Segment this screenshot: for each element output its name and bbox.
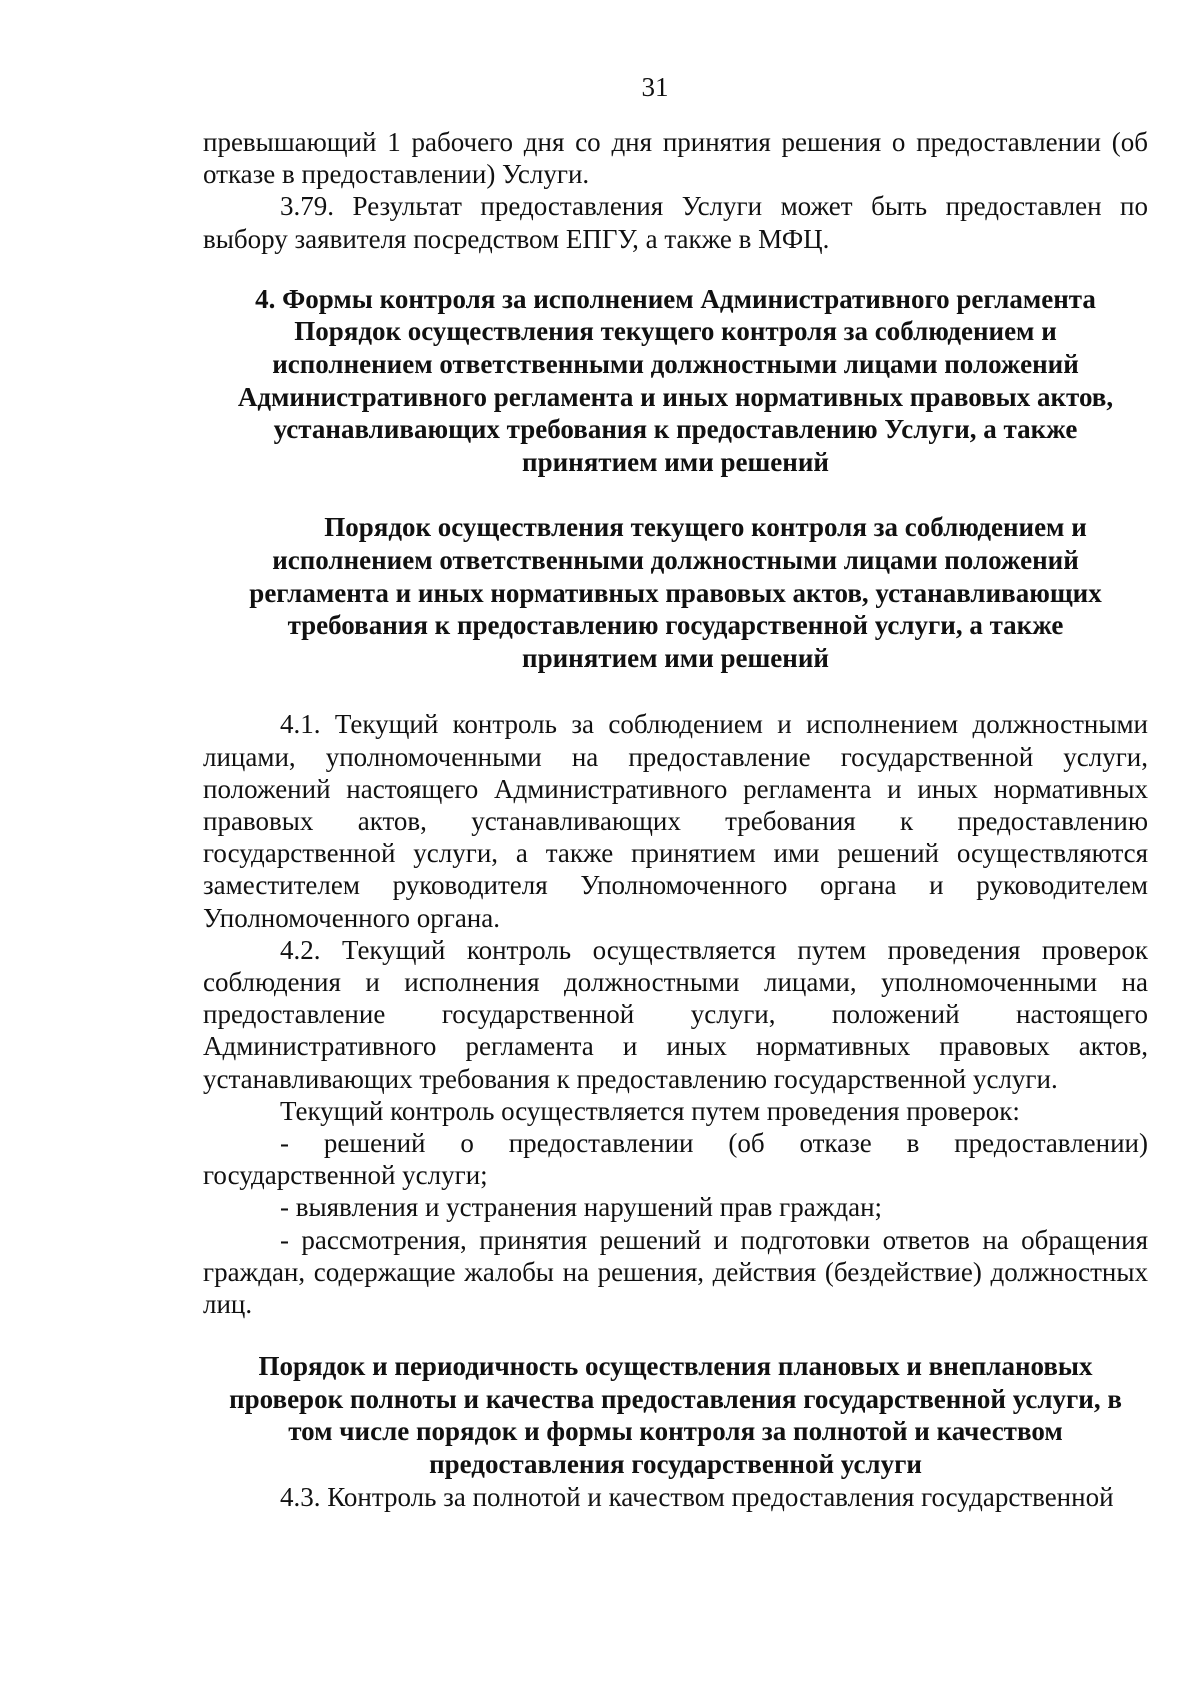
paragraph-3-79: 3.79. Результат предоставления Услуги может быть предоставлен по выбору заявителя посредством ЕПГУ, а также в МФЦ. [203,191,1148,254]
list-item-decisions: - решений о предоставлении (об отказе в предоставлении) государственной услуги; [203,1127,1148,1191]
list-item-violations: - выявления и устранения нарушений прав граждан; [280,1192,883,1223]
heading-line: устанавливающих требования к предоставлению Услуги, а также [273,414,1078,445]
heading-line: Порядок и периодичность осуществления плановых и внеплановых [258,1351,1093,1382]
periodicity-heading [203,1350,1148,1480]
paragraph-4-2: 4.2. Текущий контроль осуществляется путем проведения проверок соблюдения и исполнения должностными лицами, уполномоченными на предоставление государственной услуги, положений настоящего Административного регламента и иных нормативных правовых актов, устанавливающих требования к предоставлению государственной услуги. [203,934,1148,1094]
heading-line: том числе порядок и формы контроля за полнотой и качеством [288,1416,1063,1447]
heading-line: проверок полноты и качества предоставления государственной услуги, в [229,1383,1122,1414]
heading-line: принятием ими решений [522,642,829,673]
heading-line: 4. Формы контроля за исполнением Административного регламента [255,283,1096,314]
heading-line: Порядок осуществления текущего контроля за соблюдением и [294,316,1057,347]
paragraph-checks-intro: Текущий контроль осуществляется путем проведения проверок: [280,1095,1020,1126]
document-body [203,126,1148,1513]
heading-line: Административного регламента и иных нормативных правовых актов, [237,381,1114,412]
heading-line: требования к предоставлению государственной услуги, а также [287,610,1064,641]
paragraph-continuation: превышающий 1 рабочего дня со дня принятия решения о предоставлении (об отказе в предоставлении) Услуги. [203,127,1148,190]
paragraph-4-1: 4.1. Текущий контроль за соблюдением и исполнением должностными лицами, уполномоченными на предоставление государственной услуги, положений настоящего Административного регламента и иных нормативных правовых актов, устанавливающих требования к предоставлению государственной услуги, а также принятием ими решений осуществляются заместителем руководителя Уполномоченного органа и руководителем Уполномоченного органа. [203,709,1148,933]
paragraph-4-3: 4.3. Контроль за полнотой и качеством предоставления государственной [280,1481,1114,1512]
heading-line: Порядок осуществления текущего контроля за соблюдением и [324,512,1087,543]
current-control-heading [203,511,1148,674]
list-item-appeals: - рассмотрения, принятия решений и подготовки ответов на обращения граждан, содержащие жалобы на решения, действия (бездействие) должностных лиц. [203,1224,1148,1319]
heading-line: принятием ими решений [522,446,829,477]
section-4-heading [203,283,1148,479]
heading-line: исполнением ответственными должностными лицами положений [272,349,1079,379]
heading-line: исполнением ответственными должностными лицами положений [272,544,1079,575]
heading-line: регламента и иных нормативных правовых актов, устанавливающих [249,577,1102,608]
heading-line: предоставления государственной услуги [429,1448,922,1479]
page-number: 31 [641,72,669,102]
